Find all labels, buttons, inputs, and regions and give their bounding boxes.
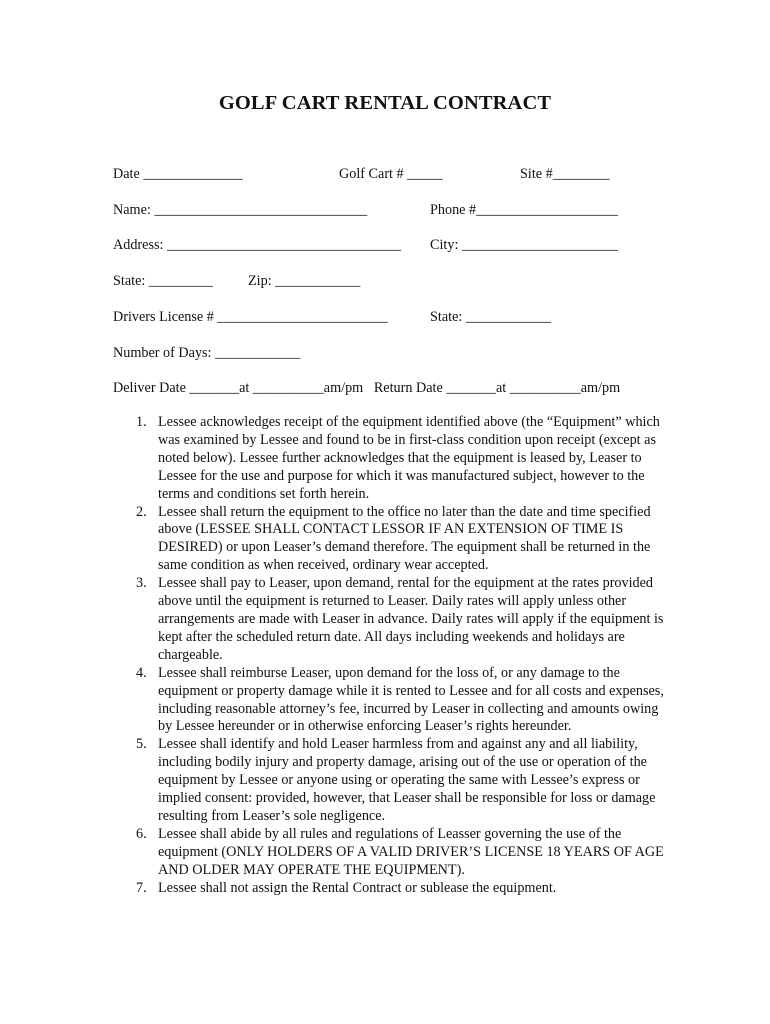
city-field: City: ______________________ xyxy=(430,237,618,253)
terms-list xyxy=(113,414,668,897)
drivers-license-field: Drivers License # ________________________ xyxy=(113,309,388,325)
terms-item xyxy=(113,665,668,737)
page-title: GOLF CART RENTAL CONTRACT xyxy=(218,92,552,114)
terms-item-text: Lessee shall reimburse Leaser, upon demand for the loss of, or any damage to the equipment or property damage while it is rented to Lessee and for all costs and expenses, including reasonable attorney’s fee, incurred by Leaser in collecting and amounts owing by Lessee hereunder or in otherwise enforcing Leaser’s rights hereunder. xyxy=(158,664,664,735)
terms-item-number: 1. xyxy=(136,414,147,430)
terms-item xyxy=(113,736,668,826)
terms-item-text: Lessee shall not assign the Rental Contract or sublease the equipment. xyxy=(158,879,557,896)
license-state-field: State: ____________ xyxy=(430,309,551,325)
golf-cart-field: Golf Cart # _____ xyxy=(339,166,443,182)
terms-item-number: 5. xyxy=(136,736,147,753)
terms-item-text: Lessee shall abide by all rules and regulations of Leasser governing the use of the equipment (ONLY HOLDERS OF A VALID DRIVER’S LICENSE 18 YEARS OF AGE AND OLDER MAY OPERATE THE EQUIPMENT). xyxy=(158,825,664,878)
terms-item xyxy=(113,414,668,504)
terms-item-text: Lessee shall pay to Leaser, upon demand, rental for the equipment at the rates provided above until the equipment is returned to Leaser. Daily rates will apply unless other arrangements are made with Leaser in advance. Daily rates will apply if the equipment is kept after the scheduled return date. All days including weekends and holidays are chargeable. xyxy=(158,575,664,663)
phone-field: Phone #____________________ xyxy=(430,202,618,218)
terms-item-text: Lessee shall identify and hold Leaser harmless from and against any and all liability, including bodily injury and property damage, arising out of the use or operation of the equipment by Lessee or anyone using or operating the same with Lessee’s express or implied consent: provided, however, that Leaser shall be responsible for loss or damage resulting from Leaser’s sole negligence. xyxy=(158,736,656,824)
site-field: Site #________ xyxy=(520,166,610,182)
name-field: Name: ______________________________ xyxy=(113,202,368,218)
terms-item-text: Lessee acknowledges receipt of the equipment identified above (the “Equipment” which was examined by Lessee and found to be in first-class condition upon receipt (except as noted below). Lessee further acknowledges that the equipment is leased by, Leaser to Lessee for the use and purpose for which it was manufactured subject, however to the terms and conditions set forth herein. xyxy=(158,414,660,502)
state-field: State: _________ xyxy=(113,273,213,289)
terms-item-number: 7. xyxy=(136,879,147,896)
number-of-days-field: Number of Days: ____________ xyxy=(113,345,301,361)
terms-item-number: 2. xyxy=(136,503,147,520)
terms-item-number: 6. xyxy=(136,825,147,842)
terms-item xyxy=(113,826,668,880)
address-field: Address: _________________________________ xyxy=(113,237,402,253)
terms-item xyxy=(113,880,668,898)
terms-item-text: Lessee shall return the equipment to the office no later than the date and time specified above (LESSEE SHALL CONTACT LESSOR IF AN EXTENSION OF TIME IS DESIRED) or upon Leaser’s demand therefore. The equipment shall be returned in the same condition as when received, ordinary wear accepted. xyxy=(158,503,651,574)
deliver-return-field: Deliver Date _______at __________am/pm Return Date _______at __________am/pm xyxy=(113,380,621,396)
terms-item-number: 4. xyxy=(136,664,147,681)
zip-field: Zip: ____________ xyxy=(248,273,361,289)
terms-item xyxy=(113,575,668,665)
terms-item-number: 3. xyxy=(136,575,147,592)
terms-item xyxy=(113,504,668,576)
date-field: Date ______________ xyxy=(113,166,243,182)
